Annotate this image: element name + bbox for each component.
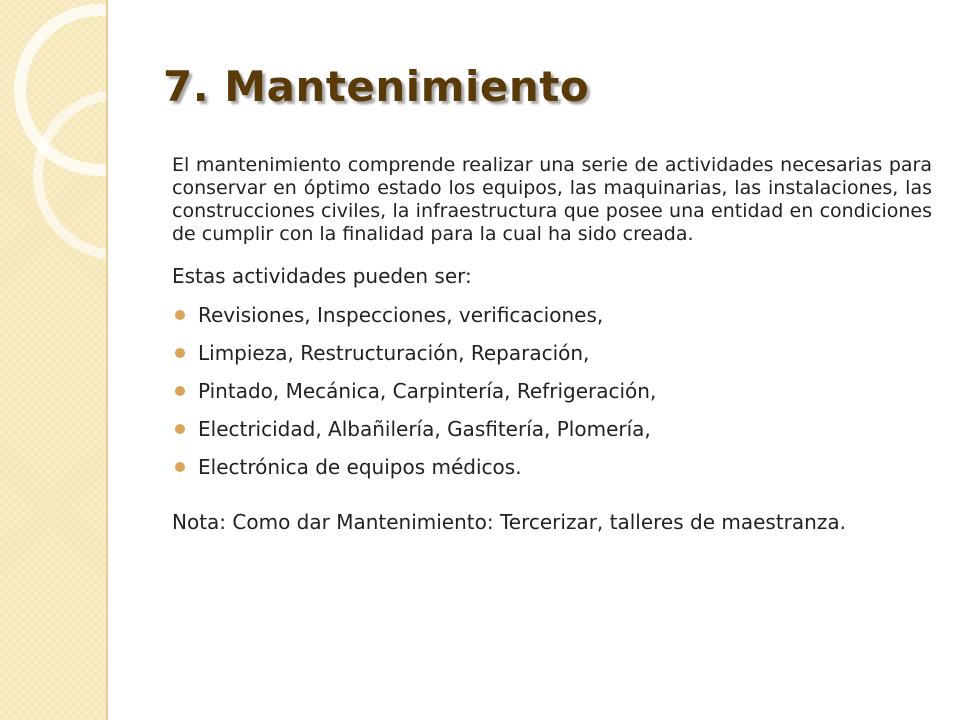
- note-text: Nota: Como dar Mantenimiento: Tercerizar, talleres de maestranza.: [172, 510, 846, 534]
- list-item: Electricidad, Albañilería, Gasfitería, Plomería,: [172, 410, 932, 448]
- activity-list: [172, 296, 932, 486]
- slide-title: 7. Mantenimiento: [163, 62, 590, 111]
- decorative-rings-icon: [0, 0, 106, 720]
- slide-body: [172, 154, 932, 536]
- list-item: Pintado, Mecánica, Carpintería, Refrigeración,: [172, 372, 932, 410]
- list-item: Revisiones, Inspecciones, verificaciones,: [172, 296, 932, 334]
- list-lead: Estas actividades pueden ser:: [172, 264, 472, 288]
- decorative-side-band: [0, 0, 108, 720]
- list-item: Electrónica de equipos médicos.: [172, 448, 932, 486]
- intro-paragraph: El mantenimiento comprende realizar una serie de actividades necesarias para conservar en óptimo estado los equipos, las maquinarias, las instalaciones, las construcciones civiles, la infraestructura que posee una entidad en condiciones de cumplir con la finalidad para la cual ha sido creada.: [172, 154, 932, 245]
- list-item: Limpieza, Restructuración, Reparación,: [172, 334, 932, 372]
